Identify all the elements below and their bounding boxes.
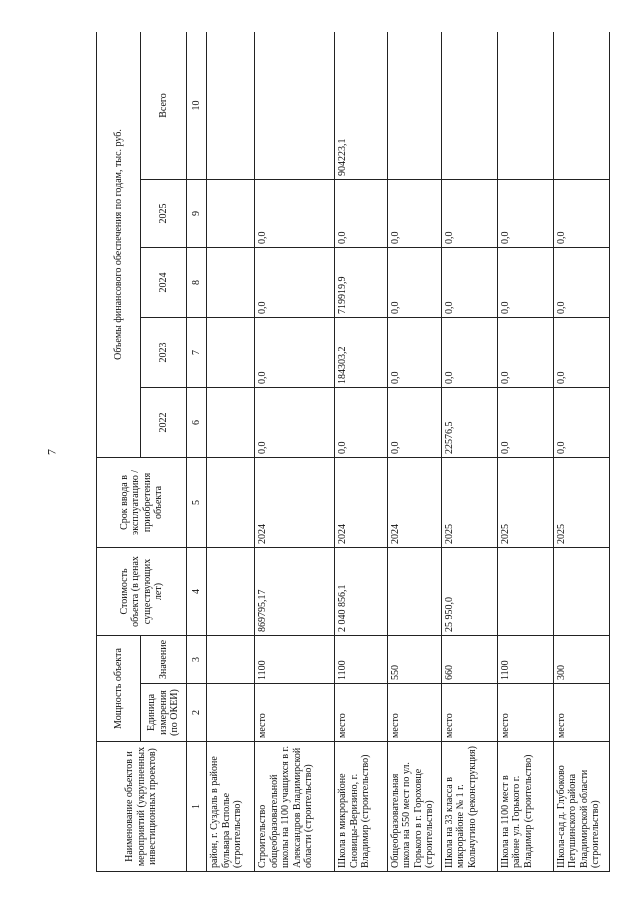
cell-y2025 [207,179,255,247]
cell-cost: 2 040 856,1 [335,547,387,635]
cell-y2023: 0,0 [255,317,335,387]
header-unit: Единица измерения (по ОКЕИ) [141,684,187,742]
col-number: 4 [187,547,207,635]
cell-name: Школа на 33 класса в микрорайоне № 1 г. Кольчугино (реконструкция) [441,742,497,872]
cell-value [207,635,255,683]
header-financing: Объемы финансового обеспечения по годам, тыс. руб. [97,32,141,457]
cell-y2025: 0,0 [255,179,335,247]
cell-y2024: 0,0 [387,247,441,317]
cell-cost [387,547,441,635]
col-number: 2 [187,684,207,742]
header-capacity: Мощность объекта [97,635,141,741]
cell-y2024 [207,247,255,317]
col-number: 9 [187,179,207,247]
table-row [497,32,553,872]
cell-cost: 25 950,0 [441,547,497,635]
cell-unit [207,684,255,742]
cell-total [497,32,553,179]
cell-unit: место [553,684,609,742]
cell-name: район, г. Суздаль в районе бульвара Всполье (строительство) [207,742,255,872]
cell-cost [207,547,255,635]
cell-deadline: 2024 [335,457,387,547]
cell-y2022: 0,0 [255,387,335,457]
cell-y2024: 719919,9 [335,247,387,317]
cell-total: 904223,1 [335,32,387,179]
header-name: Наименование объектов и мероприятий (укрупненных инвестиционных проектов) [97,742,187,872]
cell-y2023: 0,0 [387,317,441,387]
header-2023: 2023 [141,317,187,387]
page-number: 7 [44,449,59,455]
header-value: Значение [141,635,187,683]
cell-y2022: 0,0 [387,387,441,457]
cell-unit: место [497,684,553,742]
cell-total [207,32,255,179]
header-2022: 2022 [141,387,187,457]
cell-y2025: 0,0 [387,179,441,247]
header-cost: Стоимость объекта (в ценах существующих лет) [97,547,187,635]
table-row [255,32,335,872]
cell-deadline: 2024 [387,457,441,547]
col-number: 10 [187,32,207,179]
table-row [207,32,255,872]
cell-y2023: 0,0 [497,317,553,387]
cell-unit: место [255,684,335,742]
cell-y2025: 0,0 [553,179,609,247]
cell-cost: 869795,17 [255,547,335,635]
header-2024: 2024 [141,247,187,317]
cell-value: 1100 [497,635,553,683]
cell-value: 550 [387,635,441,683]
cell-name: Строительство общеобразовательной школы на 1100 учащихся в г. Александров Владимирской области (строительство) [255,742,335,872]
cell-y2025: 0,0 [497,179,553,247]
cell-y2025: 0,0 [441,179,497,247]
cell-total [441,32,497,179]
cell-y2022: 22576,5 [441,387,497,457]
col-number: 3 [187,635,207,683]
cell-y2023: 0,0 [441,317,497,387]
cell-y2024: 0,0 [255,247,335,317]
cell-y2024: 0,0 [441,247,497,317]
cell-y2024: 0,0 [553,247,609,317]
table-row [441,32,497,872]
cell-deadline: 2025 [497,457,553,547]
cell-deadline [207,457,255,547]
header-row-1 [97,32,141,872]
header-total: Всего [141,32,187,179]
table-viewport [96,32,610,872]
cell-y2023: 184303,2 [335,317,387,387]
cell-y2024: 0,0 [497,247,553,317]
col-number: 1 [187,742,207,872]
cell-total [553,32,609,179]
cell-y2022 [207,387,255,457]
cell-name: Школа-сад д. Глубоково Петушинского района Владимирской области (строительство) [553,742,609,872]
cell-unit: место [387,684,441,742]
table-row [553,32,609,872]
col-number: 5 [187,457,207,547]
cell-y2025: 0,0 [335,179,387,247]
cell-name: Общеобразовательная школа на 550 мест по ул. Горького в г. Гороховце (строительство) [387,742,441,872]
header-deadline: Срок ввода в эксплуатацию /приобретения объекта [97,457,187,547]
rotated-table-container [96,32,610,872]
cell-unit: место [441,684,497,742]
cell-y2022: 0,0 [497,387,553,457]
cell-deadline: 2024 [255,457,335,547]
col-number: 8 [187,247,207,317]
cell-total [387,32,441,179]
cell-name: Школа в микрорайоне Сновицы-Веризино, г. Владимир (строительство) [335,742,387,872]
cell-unit: место [335,684,387,742]
cell-value: 300 [553,635,609,683]
cell-value: 660 [441,635,497,683]
cell-name: Школа на 1100 мест в районе ул. Горького г. Владимир (строительство) [497,742,553,872]
column-numbers-row [187,32,207,872]
table-row [387,32,441,872]
cell-deadline: 2025 [553,457,609,547]
cell-deadline: 2025 [441,457,497,547]
col-number: 6 [187,387,207,457]
col-number: 7 [187,317,207,387]
cell-y2022: 0,0 [335,387,387,457]
header-2025: 2025 [141,179,187,247]
cell-value: 1100 [255,635,335,683]
cell-total [255,32,335,179]
table-row [335,32,387,872]
cell-y2023 [207,317,255,387]
financing-table [96,32,610,872]
cell-y2022: 0,0 [553,387,609,457]
cell-value: 1100 [335,635,387,683]
cell-cost [497,547,553,635]
cell-y2023: 0,0 [553,317,609,387]
cell-cost [553,547,609,635]
